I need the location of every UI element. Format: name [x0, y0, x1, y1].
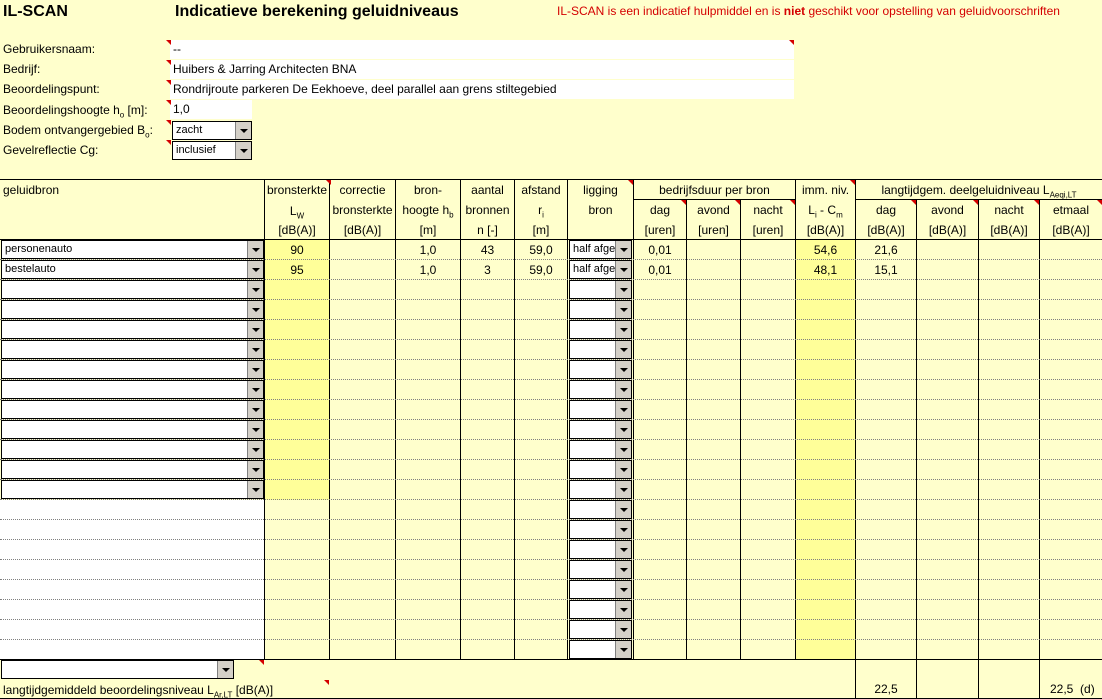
cell-count[interactable]: 3	[484, 263, 491, 277]
header-height: bron-	[413, 183, 442, 197]
chevron-down-icon[interactable]	[615, 281, 631, 298]
header-strength: bronsterkte	[266, 183, 328, 197]
header-ri: $r_i$	[538, 203, 544, 220]
cell-distance[interactable]: 59,0	[529, 263, 553, 277]
chevron-down-icon[interactable]	[615, 361, 631, 378]
source-dropdown[interactable]	[1, 480, 264, 499]
position-dropdown[interactable]	[569, 400, 632, 419]
company-field[interactable]: Huibers & Jarring Architecten BNA	[170, 60, 794, 79]
position-dropdown[interactable]	[569, 360, 632, 379]
soil-label: Bodem ontvangergebied $B_o$:	[3, 123, 153, 140]
position-dropdown[interactable]	[569, 500, 632, 519]
chevron-down-icon[interactable]	[615, 421, 631, 438]
source-dropdown[interactable]	[1, 440, 264, 459]
footer-day-value: 22,5	[874, 682, 898, 696]
chevron-down-icon[interactable]	[247, 321, 263, 338]
chevron-down-icon[interactable]	[615, 641, 631, 658]
chevron-down-icon[interactable]	[247, 421, 263, 438]
header-count: aantal	[471, 183, 504, 197]
position-dropdown[interactable]	[569, 600, 632, 619]
position-dropdown[interactable]: half afge	[569, 240, 632, 259]
header-evening: avond	[697, 203, 730, 217]
imm-column-fill	[796, 240, 855, 660]
comment-marker	[166, 40, 171, 45]
chevron-down-icon[interactable]	[615, 541, 631, 558]
header-unit: [uren]	[644, 223, 676, 237]
header-unit: n [-]	[477, 223, 498, 237]
comment-marker	[1097, 200, 1102, 205]
header-correction: correctie	[339, 183, 386, 197]
comment-marker	[789, 40, 794, 45]
app-name: IL-SCAN	[3, 3, 68, 20]
source-dropdown[interactable]	[1, 380, 264, 399]
cell-immission: 48,1	[813, 263, 838, 277]
comment-marker	[735, 200, 740, 205]
chevron-down-icon[interactable]	[247, 481, 263, 498]
chevron-down-icon[interactable]	[615, 521, 631, 538]
source-dropdown[interactable]	[1, 300, 264, 319]
header-correction2: bronsterkte	[332, 203, 393, 217]
blank-area	[0, 500, 265, 660]
header-li-cm: $L_i - C_m$	[808, 203, 843, 220]
chevron-down-icon[interactable]	[615, 321, 631, 338]
chevron-down-icon[interactable]	[615, 481, 631, 498]
header-lt-etmaal: etmaal	[1052, 203, 1090, 217]
cell-hb[interactable]: 1,0	[419, 243, 437, 257]
facade-dropdown[interactable]: inclusief	[172, 141, 252, 160]
chevron-down-icon[interactable]	[217, 661, 233, 678]
disclaimer: IL-SCAN is een indicatief hulpmiddel en is niet geschikt voor opstelling van geluidvoorschriften	[557, 4, 1060, 18]
header-unit: [dB(A)]	[278, 223, 316, 237]
facade-label: Gevelreflectie Cg:	[3, 143, 99, 157]
header-unit: [dB(A)]	[806, 223, 845, 237]
source-dropdown[interactable]: personenauto	[1, 240, 264, 259]
header-unit: [dB(A)]	[343, 223, 382, 237]
header-lt-day: dag	[875, 203, 897, 217]
header-unit: [dB(A)]	[1052, 223, 1090, 237]
chevron-down-icon[interactable]	[615, 601, 631, 618]
chevron-down-icon[interactable]	[235, 142, 251, 159]
comment-marker	[259, 660, 264, 665]
company-label: Bedrijf:	[3, 62, 41, 76]
position-dropdown[interactable]	[569, 280, 632, 299]
footer-etmaal-value: 22,5 (d)	[1050, 682, 1095, 696]
chevron-down-icon[interactable]	[615, 581, 631, 598]
chevron-down-icon[interactable]	[615, 241, 631, 258]
comment-marker	[166, 80, 171, 85]
header-hb: hoogte $h_b$	[402, 203, 454, 220]
height-field[interactable]: 1,0	[170, 100, 252, 119]
header-count2: bronnen	[465, 203, 510, 217]
cell-lt-day: 15,1	[874, 263, 898, 277]
position-dropdown[interactable]	[569, 340, 632, 359]
position-dropdown[interactable]: half afge	[569, 260, 632, 279]
source-dropdown[interactable]	[1, 340, 264, 359]
header-unit: [m]	[419, 223, 437, 237]
chevron-down-icon[interactable]	[615, 461, 631, 478]
cell-distance[interactable]: 59,0	[529, 243, 553, 257]
user-label: Gebruikersnaam:	[3, 42, 96, 56]
point-label: Beoordelingspunt:	[3, 82, 100, 96]
chevron-down-icon[interactable]	[247, 341, 263, 358]
chevron-down-icon[interactable]	[235, 122, 251, 139]
source-dropdown[interactable]	[1, 400, 264, 419]
page-title: Indicatieve berekening geluidniveaus	[175, 3, 459, 20]
header-position2: bron	[588, 203, 613, 217]
comment-marker	[850, 180, 855, 185]
header-immission: imm. niv.	[801, 183, 850, 197]
position-dropdown[interactable]	[569, 640, 632, 659]
chevron-down-icon[interactable]	[247, 241, 263, 258]
header-duration: bedrijfsduur per bron	[659, 183, 770, 197]
comment-marker	[911, 200, 916, 205]
chevron-down-icon[interactable]	[615, 341, 631, 358]
comment-marker	[166, 100, 171, 105]
comment-marker	[681, 200, 686, 205]
chevron-down-icon[interactable]	[615, 501, 631, 518]
header-unit: [dB(A)]	[867, 223, 905, 237]
source-dropdown[interactable]	[1, 320, 264, 339]
position-dropdown[interactable]	[569, 440, 632, 459]
cell-lw[interactable]: 95	[290, 263, 304, 277]
source-dropdown[interactable]: bestelauto	[1, 260, 264, 279]
comment-marker	[326, 180, 331, 185]
chevron-down-icon[interactable]	[247, 301, 263, 318]
point-field[interactable]: Rondrijroute parkeren De Eekhoeve, deel parallel aan grens stiltegebied	[170, 80, 794, 99]
header-source: geluidbron	[3, 183, 60, 197]
footer-label: langtijdgemiddeld beoordelingsniveau $L_{Ar,LT}$ [dB(A)]	[3, 683, 274, 699]
position-dropdown[interactable]	[569, 580, 632, 599]
cell-count[interactable]: 43	[480, 243, 495, 257]
height-label: Beoordelingshoogte $h_o$ [m]:	[3, 103, 148, 120]
chevron-down-icon[interactable]	[615, 401, 631, 418]
header-unit: [dB(A)]	[990, 223, 1028, 237]
position-dropdown[interactable]	[569, 520, 632, 539]
source-dropdown[interactable]	[1, 360, 264, 379]
chevron-down-icon[interactable]	[615, 381, 631, 398]
header-lw: $L_W$	[289, 204, 305, 221]
comment-marker	[166, 60, 171, 65]
source-dropdown[interactable]	[1, 420, 264, 439]
comment-marker	[166, 140, 171, 145]
comment-marker	[628, 180, 633, 185]
chevron-down-icon[interactable]	[615, 621, 631, 638]
source-dropdown[interactable]	[1, 280, 264, 299]
header-lt-night: nacht	[994, 203, 1024, 217]
position-dropdown[interactable]	[569, 420, 632, 439]
chevron-down-icon[interactable]	[247, 401, 263, 418]
header-unit: [uren]	[698, 223, 729, 237]
cell-lw[interactable]: 90	[290, 243, 304, 257]
comment-marker	[1034, 200, 1039, 205]
comment-marker	[790, 200, 795, 205]
comment-marker	[324, 680, 329, 685]
cell-day-hours[interactable]: 0,01	[648, 263, 672, 277]
user-field[interactable]: --	[170, 40, 794, 59]
header-unit: [m]	[532, 223, 550, 237]
chevron-down-icon[interactable]	[247, 281, 263, 298]
chevron-down-icon[interactable]	[247, 441, 263, 458]
cell-hb[interactable]: 1,0	[419, 263, 437, 277]
position-dropdown[interactable]	[569, 560, 632, 579]
chevron-down-icon[interactable]	[247, 261, 263, 278]
position-dropdown[interactable]	[569, 320, 632, 339]
cell-lt-day: 21,6	[874, 243, 898, 257]
header-unit: [dB(A)]	[928, 223, 967, 237]
header-unit: [uren]	[752, 223, 784, 237]
chevron-down-icon[interactable]	[247, 381, 263, 398]
comment-marker	[973, 200, 978, 205]
header-position: ligging	[583, 183, 618, 197]
position-dropdown[interactable]	[569, 480, 632, 499]
position-dropdown[interactable]	[569, 460, 632, 479]
chevron-down-icon[interactable]	[247, 461, 263, 478]
cell-day-hours[interactable]: 0,01	[648, 243, 672, 257]
cell-immission: 54,6	[813, 243, 838, 257]
position-dropdown[interactable]	[569, 540, 632, 559]
position-dropdown[interactable]	[569, 620, 632, 639]
header-lt-evening: avond	[931, 203, 964, 217]
footer-dropdown[interactable]	[1, 660, 234, 679]
soil-dropdown[interactable]: zacht	[172, 121, 252, 140]
chevron-down-icon[interactable]	[615, 561, 631, 578]
position-dropdown[interactable]	[569, 300, 632, 319]
comment-marker	[166, 120, 171, 125]
header-night: nacht	[753, 203, 783, 217]
chevron-down-icon[interactable]	[247, 361, 263, 378]
source-dropdown[interactable]	[1, 460, 264, 479]
header-distance: afstand	[521, 183, 561, 197]
chevron-down-icon[interactable]	[615, 261, 631, 278]
chevron-down-icon[interactable]	[615, 441, 631, 458]
chevron-down-icon[interactable]	[615, 301, 631, 318]
header-longterm: langtijdgem. deelgeluidniveau $L_{Aeqi,LT}$	[881, 183, 1077, 200]
position-dropdown[interactable]	[569, 380, 632, 399]
header-day: dag	[649, 203, 671, 217]
